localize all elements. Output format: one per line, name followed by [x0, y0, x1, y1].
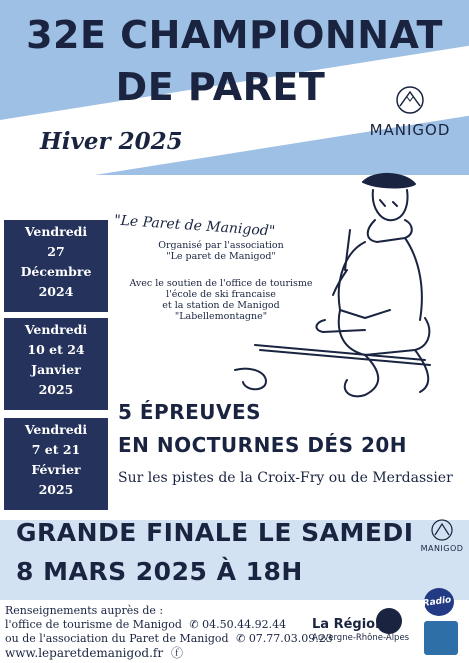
mountain-small-icon: [420, 518, 464, 544]
date-3-month: Février: [31, 462, 81, 477]
date-3-day: Vendredi: [24, 422, 88, 437]
phone-icon: ✆: [189, 618, 199, 631]
radio-plus-logo: Radio: [424, 588, 454, 616]
website-line[interactable]: [5, 646, 183, 660]
phone-icon: ✆: [236, 632, 246, 645]
date-2-month: Janvier: [31, 362, 81, 377]
organizer-block: [118, 240, 324, 262]
info-heading: Renseignements auprès de :: [5, 604, 164, 617]
events-count: 5 ÉPREUVES: [118, 400, 262, 424]
organizer-line1: Organisé par l'association: [158, 240, 284, 251]
events-time: EN NOCTURNES DÉS 20H: [118, 433, 408, 457]
date-box-1: [4, 220, 108, 312]
website-link[interactable]: www.leparetdemanigod.fr: [5, 646, 164, 660]
support-line3: et la station de Manigod: [162, 300, 280, 311]
date-1-year: 2024: [38, 284, 74, 299]
date-2-day: Vendredi: [24, 322, 88, 337]
poster-title-line1: 32E CHAMPIONNAT: [26, 13, 443, 57]
date-2-year: 2025: [38, 382, 74, 397]
info-line-tourisme: [5, 618, 286, 632]
info-tourisme-text: l'office de tourisme de Manigod: [5, 618, 182, 631]
support-block: [118, 278, 324, 322]
date-box-3: [4, 418, 108, 510]
events-location: Sur les pistes de la Croix-Fry ou de Merdassier: [118, 470, 453, 486]
region-logo-line2: Auvergne-Rhône-Alpes: [312, 633, 410, 643]
poster-title-line2: DE PARET: [115, 65, 326, 109]
phone-tourisme: 04.50.44.92.44: [202, 618, 287, 631]
date-3-num: 7 et 21: [31, 442, 81, 457]
date-1-num: 27: [47, 244, 65, 259]
labellemontagne-logo-icon: [424, 621, 458, 655]
season-label: Hiver 2025: [40, 128, 183, 155]
region-logo: [312, 617, 409, 643]
support-line4: "Labellemontagne": [174, 311, 268, 322]
phone-association: 07.77.03.09.23: [248, 632, 333, 645]
date-box-2: [4, 318, 108, 410]
region-logo-line1: La Région: [312, 617, 385, 632]
manigod-logo: [360, 84, 460, 142]
support-line1: Avec le soutien de l'office de tourisme: [129, 278, 313, 289]
finale-line2: 8 MARS 2025 À 18H: [16, 557, 303, 586]
association-script-title: "Le Paret de Manigod": [113, 212, 276, 240]
date-2-num: 10 et 24: [27, 342, 85, 357]
info-line-association: [5, 632, 333, 646]
date-3-year: 2025: [38, 482, 74, 497]
manigod-small-logo: [420, 518, 464, 578]
date-1-month: Décembre: [20, 264, 92, 279]
facebook-icon[interactable]: ⓕ: [170, 646, 183, 660]
finale-line1: GRANDE FINALE LE SAMEDI: [16, 518, 414, 547]
date-1-day: Vendredi: [24, 224, 88, 239]
organizer-line2: "Le paret de Manigod": [166, 251, 276, 262]
info-association-text: ou de l'association du Paret de Manigod: [5, 632, 229, 645]
mountain-icon: [360, 84, 460, 120]
manigod-logo-text: MANIGOD: [369, 121, 451, 139]
manigod-small-logo-text: MANIGOD: [420, 544, 464, 553]
support-line2: l'école de ski francaise: [166, 289, 276, 300]
